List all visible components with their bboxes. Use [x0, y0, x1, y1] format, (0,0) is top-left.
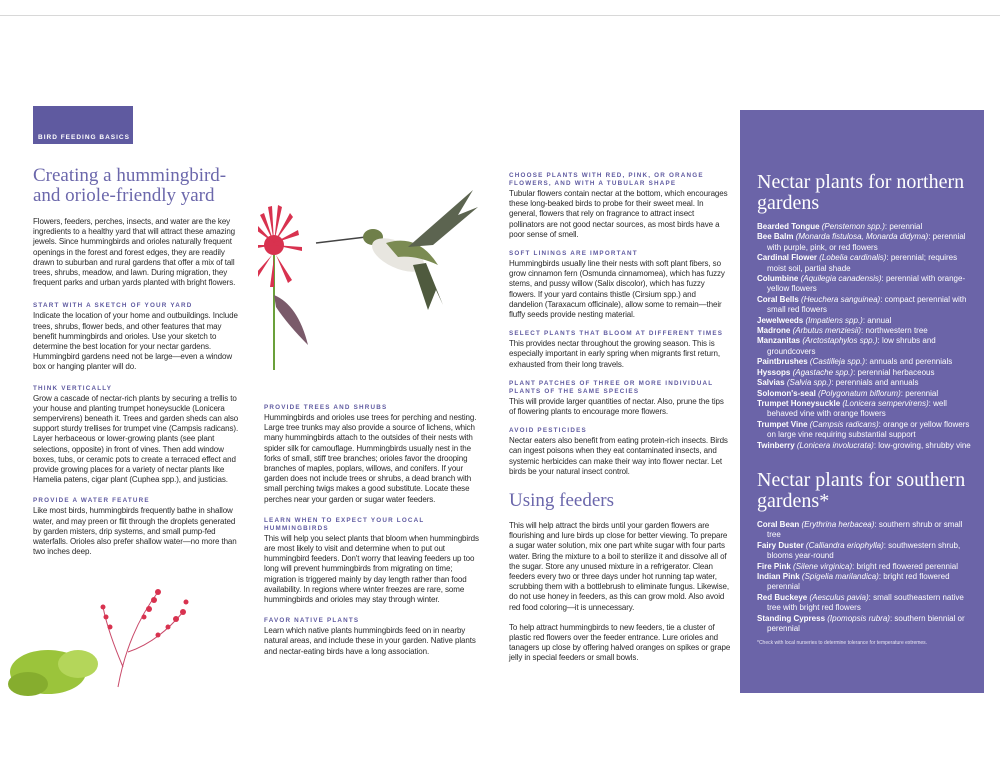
- section-heading: AVOID PESTICIDES: [509, 427, 587, 435]
- section-soft-linings: [509, 250, 731, 320]
- title-line-1: Creating a hummingbird-: [33, 165, 227, 186]
- section-text: Hummingbirds and orioles use trees for perching and nesting. Large tree trunks may also provide a source of lichens, which many hummingbirds attach to the outsides of their nests with spider silk for camouflage. Hummingbirds usually nest in the forks of small, stiff tree branches; orioles favor the drooping branches of maples, poplars, willows, and conifers. If your garden does not include trees or shrubs, a dead branch with small perching twigs makes a good substitute. Locate these perches near your garden or sugar water feeders.: [264, 413, 477, 504]
- plant-scientific-name: (Aquilegia canadensis): [800, 274, 882, 284]
- plant-scientific-name: (Polygonatum biflorum): [818, 388, 901, 398]
- plant-item: [757, 572, 972, 593]
- plant-item: [757, 357, 972, 367]
- plant-scientific-name: (Penstemon spp.): [821, 222, 885, 231]
- plant-description: : low shrubs and groundcovers: [767, 336, 936, 356]
- plant-scientific-name: (Agastache spp.): [792, 367, 854, 377]
- northern-section: [757, 172, 972, 451]
- northern-title: Nectar plants for northern gardens: [757, 171, 965, 214]
- section-text: Learn which native plants hummingbirds feed on in nearby natural areas, and include these in your garden. Native plants and nectar-eating birds have a long association.: [264, 626, 476, 656]
- plant-description: : orange or yellow flowers on large vine requiring substantial support: [767, 419, 970, 440]
- plant-scientific-name: (Erythrina herbacea): [801, 520, 875, 529]
- feeders-title: Using feeders: [509, 490, 614, 512]
- plant-description: : perennial: [900, 388, 939, 398]
- plant-name: Hyssops: [757, 367, 791, 377]
- column-2: [264, 404, 486, 666]
- section-heading: SELECT PLANTS THAT BLOOM AT DIFFERENT TIMES: [509, 330, 724, 338]
- section-heading: PROVIDE A WATER FEATURE: [33, 497, 150, 505]
- plant-description: : annual: [862, 315, 892, 325]
- plant-description: : small southeastern native tree with bright red flowers: [767, 592, 964, 613]
- plant-name: Bearded Tongue: [757, 222, 820, 231]
- plant-name: Jewelweeds: [757, 315, 804, 325]
- plant-name: Twinberry: [757, 440, 795, 450]
- plant-item: [757, 389, 972, 399]
- plant-item: [757, 614, 972, 635]
- southern-plant-list: [757, 520, 972, 634]
- section-plant-patches: [509, 380, 731, 417]
- section-tag: [33, 106, 133, 144]
- plant-name: Paintbrushes: [757, 357, 808, 367]
- plant-name: Coral Bells: [757, 294, 799, 304]
- section-native-plants: [264, 617, 486, 657]
- footnote: *Check with local nurseries to determine tolerance for temperature extremes.: [757, 640, 928, 647]
- plant-description: : bright red flowered perennial: [852, 561, 959, 571]
- nectar-plants-panel: [740, 110, 984, 693]
- section-heading: START WITH A SKETCH OF YOUR YARD: [33, 302, 193, 310]
- plant-description: : annuals and perennials: [865, 357, 953, 367]
- plant-description: : northwestern tree: [861, 326, 928, 336]
- plant-item: [757, 420, 972, 441]
- plant-scientific-name: (Arctostaphylos spp.): [802, 336, 878, 346]
- plant-name: Bee Balm: [757, 232, 794, 242]
- section-heading: PROVIDE TREES AND SHRUBS: [264, 404, 388, 411]
- section-text: This will provide larger quantities of nectar. Also, prune the tips of flowering plants to encourage more flowers.: [509, 396, 724, 417]
- plant-item: [757, 232, 972, 253]
- section-text: This provides nectar throughout the growing season. This is especially important in early spring when migrants first return, exhausted from their long travels.: [509, 339, 721, 369]
- hummingbird-illustration: [258, 185, 488, 375]
- feeders-paragraph-2: To help attract hummingbirds to new feeders, tie a cluster of plastic red flowers over the feeder entrance. Lure orioles and tanagers up close by offering halved oranges on spikes or grape jelly in special feeders or small bowls.: [509, 622, 731, 663]
- section-pesticides: [509, 427, 731, 477]
- plant-item: [757, 222, 972, 232]
- plant-name: Salvias: [757, 378, 785, 388]
- section-heading: PLANT PATCHES OF THREE OR MORE INDIVIDUAL PLANTS OF THE SAME SPECIES: [509, 379, 714, 395]
- plant-name: Red Buckeye: [757, 592, 808, 602]
- section-tag-label: BIRD FEEDING BASICS: [38, 134, 130, 141]
- hummingbird: [316, 190, 478, 310]
- bee-balm-flower: [258, 205, 308, 370]
- plant-item: [757, 274, 972, 295]
- section-text: Nectar eaters also benefit from eating protein-rich insects. Birds can ingest poisons when they eat contaminated insects, and systemic herbicides can make their way into flower nectar. Let birds be your natural insect control.: [509, 436, 728, 476]
- plant-name: Cardinal Flower: [757, 253, 818, 263]
- plant-item: [757, 295, 972, 316]
- plant-scientific-name: (Arbutus menziesii): [792, 326, 862, 336]
- plant-description: : compact perennial with small red flowers: [767, 294, 967, 315]
- section-water: [33, 497, 243, 557]
- plant-item: [757, 541, 972, 562]
- plant-description: : perennial with orange-yellow flowers: [767, 274, 966, 294]
- plant-scientific-name: (Heuchera sanguinea): [801, 294, 881, 304]
- plant-item: [757, 253, 972, 274]
- plant-description: : perennials and annuals: [831, 378, 919, 388]
- section-heading: THINK VERTICALLY: [33, 384, 113, 392]
- section-text: Tubular flowers contain nectar at the bottom, which encourages these long-beaked birds to probe for their sweet meal. In general, flowers that rely on fragrance to attract insect pollinators are not good nectar sources, as most birds have a poor sense of smell.: [509, 189, 728, 239]
- plant-name: Coral Bean: [757, 520, 800, 529]
- title-line-2: and oriole-friendly yard: [33, 184, 215, 206]
- plant-description: : perennial: [884, 222, 923, 231]
- plant-scientific-name: (Lobelia cardinalis): [819, 253, 887, 263]
- section-heading: FAVOR NATIVE PLANTS: [264, 617, 360, 625]
- section-choose-plants: [509, 172, 731, 240]
- section-vertical: [33, 385, 243, 486]
- plant-name: Fire Pink: [757, 561, 791, 571]
- plant-item: [757, 368, 972, 378]
- southern-title: Nectar plants for southern gardens*: [757, 469, 966, 512]
- plant-description: : perennial with purple, pink, or red flowers: [767, 232, 966, 252]
- plant-item: [757, 336, 972, 357]
- plant-name: Madrone: [757, 326, 791, 336]
- section-heading: CHOOSE PLANTS WITH RED, PINK, OR ORANGE FLOWERS, AND WITH A TUBULAR SHAPE: [509, 172, 704, 187]
- plant-scientific-name: (Salvia spp.): [786, 378, 832, 388]
- plant-scientific-name: (Monarda fistulosa, Monarda didyma): [795, 232, 929, 242]
- section-text: Indicate the location of your home and outbuildings. Include trees, shrubs, flower beds, and other features that may benefit hummingbirds and orioles. Use your sketch to determine the best location for your nectar gardens. Hummingbird gardens need not be large—even a window box or hanging planter will do.: [33, 311, 238, 372]
- plant-description: : well behaved vine with orange flowers: [767, 398, 947, 419]
- plant-description: : southern shrub or small tree: [767, 520, 963, 540]
- section-text: This will help you select plants that bloom when hummingbirds are most likely to visit and determine when to put out hummingbird feeders. Don't worry that leaving feeders up too long will prevent hummingbirds from migrating on time; migration is triggered mainly by day length rather than food availability. In regions where winter freezes are rare, some hummingbirds and orioles may stay through winter.: [264, 533, 479, 605]
- column-1: [33, 217, 243, 566]
- plant-scientific-name: (Aesculus pavia): [809, 592, 869, 602]
- plant-scientific-name: (Calliandra eriophylla): [805, 540, 884, 550]
- plant-description: : perennial herbaceous: [853, 367, 935, 377]
- plant-scientific-name: (Silene virginica): [793, 561, 853, 571]
- plant-item: [757, 316, 972, 326]
- coral-bells-illustration: [8, 572, 198, 697]
- plant-name: Columbine: [757, 274, 799, 284]
- plant-name: Fairy Duster: [757, 540, 804, 550]
- plant-name: Manzanitas: [757, 336, 801, 346]
- plant-name: Indian Pink: [757, 572, 800, 582]
- section-sketch: [33, 302, 243, 372]
- article-title: [33, 166, 248, 206]
- plant-item: [757, 593, 972, 614]
- column-3: [509, 172, 731, 664]
- section-text: Like most birds, hummingbirds frequently bathe in shallow water, and may preen or flit through the droplets generated by garden misters, drip systems, and small pump-fed waterfalls. Orioles also prefer shallow water—no more than two inches deep.: [33, 506, 237, 557]
- plant-item: [757, 399, 972, 420]
- page-top-rule: [0, 15, 1000, 16]
- plant-name: Standing Cypress: [757, 613, 826, 623]
- section-text: Hummingbirds usually line their nests with soft plant fibers, so grow cinnamon fern (Osmunda cinnamomea), which has fuzzy stems, and pussy willow (Salix discolor), which has fuzzy flowers. If your yard contains thistle (Cirsium spp.) and dandelion (Taraxacum officinale), allow some to remain—their fluffy seeds provide nesting material.: [509, 259, 725, 320]
- plant-item: [757, 520, 972, 541]
- plant-scientific-name: (Ipomopsis rubra): [827, 613, 890, 623]
- plant-item: [757, 378, 972, 388]
- intro-paragraph: Flowers, feeders, perches, insects, and water are the key ingredients to a healthy yard that will attract these amazing jewels. Since hummingbirds and orioles naturally frequent openings in the forest and forest edges, they are readily drawn to suburban and rural gardens that offer a mix of tall trees, shrubs, meadow, and lawn. During migration, they frequent parks and urban yards planted with bright flowers.: [33, 217, 236, 288]
- southern-section: [757, 470, 972, 646]
- northern-plant-list: [757, 222, 972, 451]
- plant-description: : southern biennial or perennial: [767, 613, 965, 634]
- plant-scientific-name: (Lonicera sempervirens): [842, 398, 929, 408]
- page-title: [33, 166, 248, 206]
- plant-name: Trumpet Vine: [757, 419, 808, 429]
- section-trees: [264, 404, 486, 505]
- plant-description: : low-growing, shrubby vine: [873, 440, 971, 450]
- feeders-paragraph-1: This will help attract the birds until your garden flowers are flourishing and lure birds up close for better viewing. To prepare a sugar water solution, mix one part white sugar with four parts water. Bring the mixture to a boil to sterilize it and dissolve all of the sugar. Store any unused mixture in a refrigerator. Clean feeders every two or three days under hot running tap water, scrubbing them with a bottlebrush to eliminate fungus. Likewise, do not use honey in feeders, as this can grow mold. Also avoid red food coloring—it is unnecessary.: [509, 521, 729, 612]
- plant-item: [757, 562, 972, 572]
- plant-scientific-name: (Spigelia marilandica): [801, 572, 879, 582]
- plant-scientific-name: (Campsis radicans): [809, 419, 879, 429]
- section-bloom-times: [509, 330, 731, 370]
- plant-description: : bright red flowered perennial: [767, 572, 950, 592]
- section-heading: SOFT LININGS ARE IMPORTANT: [509, 250, 638, 258]
- plant-description: : perennial; requires moist soil, partial shade: [767, 253, 958, 273]
- section-text: Grow a cascade of nectar-rich plants by securing a trellis to your house and planting trumpet honeysuckle (Lonicera sempervirens) beneath it. Trees and garden sheds can also support sturdy trellises for trumpet vine (Campsis radicans). Layer herbaceous or lower-growing plants (see plant selections, opposite) in front of vines. Then add window boxes, tubs, or ceramic pots to create a terraced effect and provide growing places for a variety of nectar plants like Hamelia patens, cigar plant (Cuphea spp.), and justicias.: [33, 393, 239, 485]
- plant-scientific-name: (Impatiens spp.): [805, 315, 863, 325]
- plant-item: [757, 441, 972, 451]
- section-local-hummingbirds: [264, 517, 486, 605]
- plant-name: Trumpet Honeysuckle: [757, 398, 841, 408]
- plant-item: [757, 326, 972, 336]
- plant-name: Solomon's-seal: [757, 388, 816, 398]
- plant-scientific-name: (Castilleja spp.): [809, 357, 866, 367]
- plant-scientific-name: (Lonicera involucrata): [796, 440, 874, 450]
- section-heading: LEARN WHEN TO EXPECT YOUR LOCAL HUMMINGBIRDS: [264, 516, 425, 532]
- plant-description: : southwestern shrub, blooms year-round: [767, 540, 961, 561]
